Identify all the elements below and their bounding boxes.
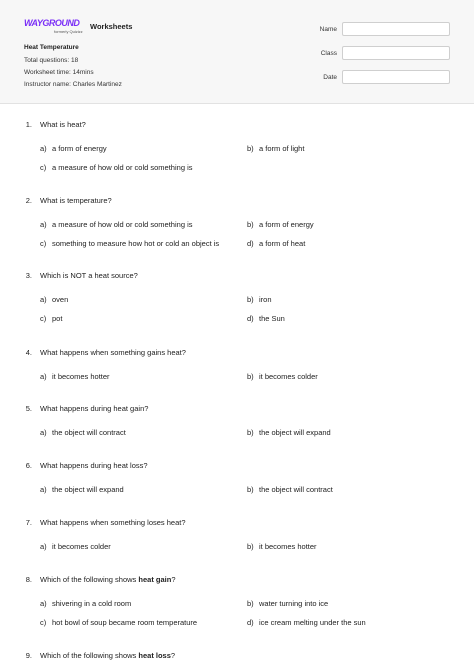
question-number: 7. <box>25 518 32 527</box>
option-text: it becomes colder <box>52 542 111 551</box>
question-number: 9. <box>25 651 32 660</box>
question-text-main: Which is NOT a heat source? <box>40 271 138 280</box>
answer-option[interactable] <box>247 295 272 304</box>
question-text <box>40 196 112 205</box>
answer-option[interactable] <box>247 239 305 248</box>
question-text-main: What happens during heat gain? <box>40 404 149 413</box>
question-text-main: What is temperature? <box>40 196 112 205</box>
answer-option[interactable] <box>247 372 318 381</box>
option-letter: a) <box>40 485 47 494</box>
answer-option[interactable] <box>40 618 197 627</box>
class-field[interactable] <box>342 46 450 60</box>
wayground-logo <box>24 16 86 36</box>
option-text: pot <box>52 314 63 323</box>
instructor-name: Instructor name: Charles Martinez <box>24 81 122 88</box>
option-text: it becomes hotter <box>259 542 317 551</box>
option-text: a measure of how old or cold something is <box>52 163 193 172</box>
option-text: a form of light <box>259 144 305 153</box>
question-text-emphasis: heat loss <box>138 651 171 660</box>
class-label: Class <box>320 50 337 57</box>
question-number: 1. <box>25 120 32 129</box>
question-text <box>40 271 138 280</box>
answer-option[interactable] <box>40 220 193 229</box>
option-text: oven <box>52 295 69 304</box>
question-text-main: What happens when something loses heat? <box>40 518 186 527</box>
option-letter: b) <box>247 220 254 229</box>
option-letter: c) <box>40 163 47 172</box>
answer-option[interactable] <box>40 428 126 437</box>
question-number: 3. <box>25 271 32 280</box>
option-letter: b) <box>247 485 254 494</box>
answer-option[interactable] <box>40 144 107 153</box>
date-field[interactable] <box>342 70 450 84</box>
question-text <box>40 120 86 129</box>
answer-option[interactable] <box>247 618 366 627</box>
option-letter: b) <box>247 295 254 304</box>
answer-option[interactable] <box>40 372 110 381</box>
question-number: 4. <box>25 348 32 357</box>
answer-option[interactable] <box>247 314 285 323</box>
question-text-main: What happens during heat loss? <box>40 461 148 470</box>
option-text: a form of energy <box>52 144 107 153</box>
option-letter: a) <box>40 295 47 304</box>
question-text-end: ? <box>171 575 176 584</box>
option-text: shivering in a cold room <box>52 599 132 608</box>
option-letter: b) <box>247 599 254 608</box>
option-letter: a) <box>40 428 47 437</box>
option-text: the object will expand <box>259 428 331 437</box>
logo-wordmark: WAYGROUND <box>24 18 80 28</box>
option-text: something to measure how hot or cold an object is <box>52 239 220 248</box>
answer-option[interactable] <box>247 428 331 437</box>
logo-subtitle: formerly Quizizz <box>54 29 83 34</box>
brand-title: Worksheets <box>90 22 133 31</box>
option-text: a measure of how old or cold something is <box>52 220 193 229</box>
question-text <box>40 404 148 413</box>
answer-option[interactable] <box>247 144 304 153</box>
option-letter: a) <box>40 542 47 551</box>
total-questions: Total questions: 18 <box>24 57 79 64</box>
option-letter: d) <box>247 239 254 248</box>
name-label: Name <box>319 26 337 33</box>
option-letter: c) <box>40 618 47 627</box>
question-text-main: What is heat? <box>40 120 86 129</box>
answer-option[interactable] <box>40 163 193 172</box>
option-letter: a) <box>40 599 47 608</box>
answer-option[interactable] <box>40 542 111 551</box>
option-letter: d) <box>247 618 254 627</box>
option-text: ice cream melting under the sun <box>259 618 366 627</box>
answer-option[interactable] <box>40 314 62 323</box>
option-text: it becomes hotter <box>52 372 110 381</box>
option-letter: c) <box>40 314 47 323</box>
option-text: hot bowl of soup became room temperature <box>52 618 198 627</box>
answer-option[interactable] <box>40 599 131 608</box>
option-letter: b) <box>247 372 254 381</box>
option-letter: a) <box>40 220 47 229</box>
worksheet-header <box>0 0 474 104</box>
question-text-emphasis: heat gain <box>138 575 172 584</box>
option-letter: a) <box>40 144 47 153</box>
question-text-main: What happens when something gains heat? <box>40 348 186 357</box>
option-letter: a) <box>40 372 47 381</box>
option-text: the Sun <box>259 314 285 323</box>
name-field[interactable] <box>342 22 450 36</box>
option-text: it becomes colder <box>259 372 318 381</box>
question-text <box>40 575 176 584</box>
question-text-main: Which of the following shows <box>40 575 139 584</box>
option-text: water turning into ice <box>259 599 329 608</box>
answer-option[interactable] <box>40 485 124 494</box>
option-text: a form of heat <box>259 239 306 248</box>
question-number: 2. <box>25 196 32 205</box>
question-number: 8. <box>25 575 32 584</box>
question-text-main: Which of the following shows <box>40 651 139 660</box>
option-letter: b) <box>247 428 254 437</box>
option-text: the object will contract <box>259 485 333 494</box>
answer-option[interactable] <box>40 239 219 248</box>
question-number: 5. <box>25 404 32 413</box>
option-text: a form of energy <box>259 220 314 229</box>
option-text: iron <box>259 295 272 304</box>
question-text <box>40 651 175 660</box>
option-letter: b) <box>247 542 254 551</box>
option-letter: c) <box>40 239 47 248</box>
answer-option[interactable] <box>247 599 328 608</box>
question-text-end: ? <box>170 651 176 660</box>
option-text: the object will expand <box>52 485 124 494</box>
question-text <box>40 461 148 470</box>
answer-option[interactable] <box>247 485 333 494</box>
question-text <box>40 348 186 357</box>
option-text: the object will contract <box>52 428 126 437</box>
worksheet-time: Worksheet time: 14mins <box>24 69 94 76</box>
answer-option[interactable] <box>40 295 68 304</box>
worksheet-title: Heat Temperature <box>24 44 79 51</box>
option-letter: d) <box>247 314 254 323</box>
question-number: 6. <box>25 461 32 470</box>
date-label: Date <box>323 74 337 81</box>
option-letter: b) <box>247 144 254 153</box>
answer-option[interactable] <box>247 220 314 229</box>
answer-option[interactable] <box>247 542 317 551</box>
question-text <box>40 518 186 527</box>
